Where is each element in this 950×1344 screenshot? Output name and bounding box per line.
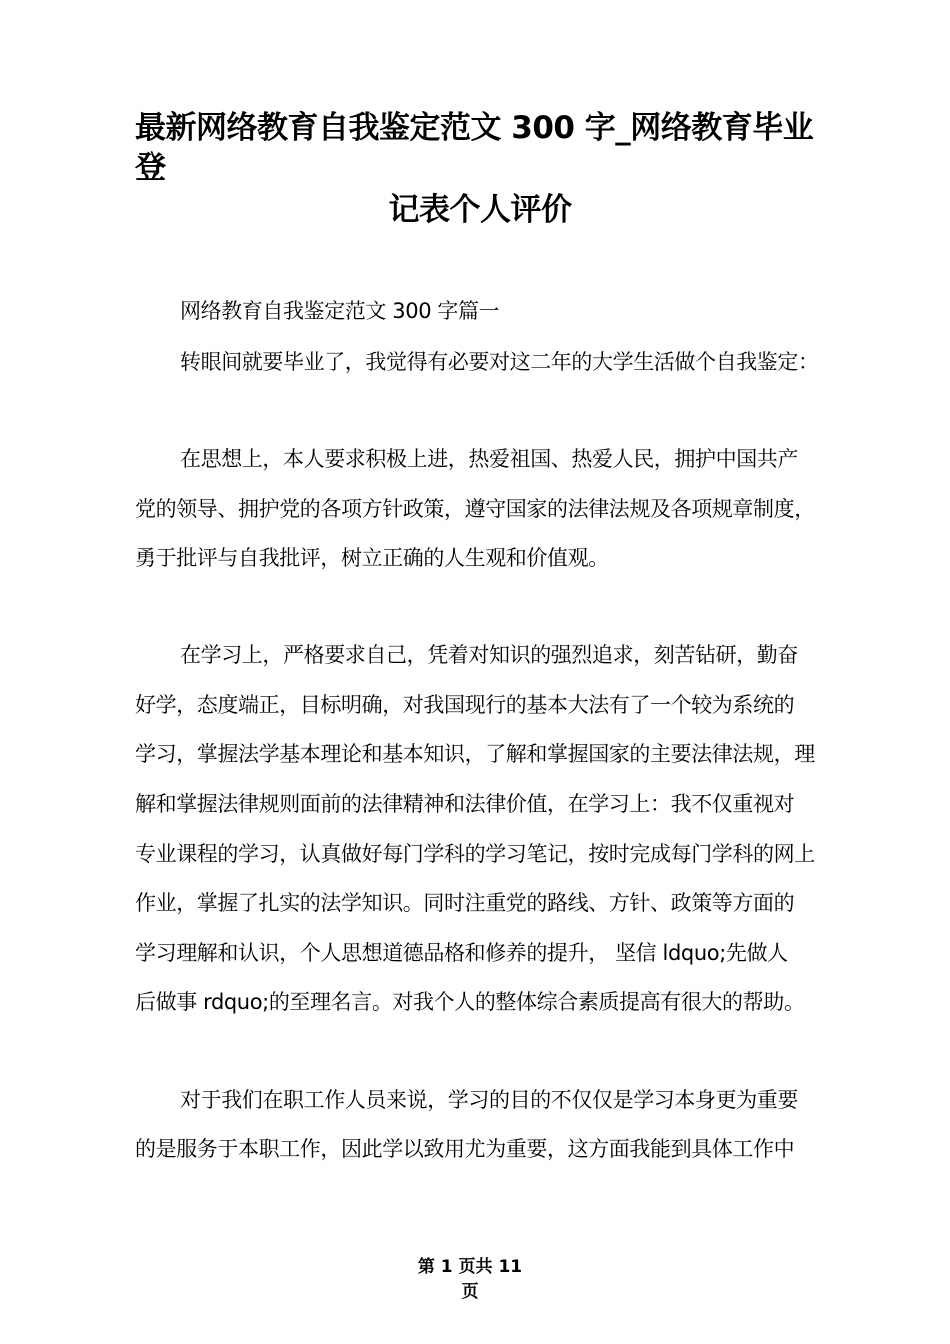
paragraph-2-line: 后做事 rdquo;的至理名言。对我个人的整体综合素质提高有很大的帮助。 (135, 990, 805, 1014)
intro-text: 转眼间就要毕业了，我觉得有必要对这二年的大学生活做个自我鉴定： (180, 350, 819, 374)
paragraph-3-line: 对于我们在职工作人员来说，学习的目的不仅仅是学习本身更为重要 (180, 1088, 798, 1112)
paragraph-1-line: 勇于批评与自我批评，树立正确的人生观和价值观。 (135, 546, 609, 570)
document-title-line-1: 最新网络教育自我鉴定范文 300 字_网络教育毕业登 (135, 110, 814, 186)
paragraph-1-line: 在思想上，本人要求积极上进，热爱祖国、热爱人民，拥护中国共产 (180, 447, 798, 471)
paragraph-2-line: 学习理解和认识，个人思想道德品格和修养的提升， 坚信 ldquo;先做人 (135, 941, 788, 965)
paragraph-3-line: 的是服务于本职工作，因此学以致用尤为重要，这方面我能到具体工作中 (135, 1137, 795, 1161)
section-heading: 网络教育自我鉴定范文 300 字篇一 (180, 299, 500, 323)
paragraph-2-line: 解和掌握法律规则面前的法律精神和法律价值，在学习上：我不仅重视对 (135, 792, 795, 816)
page-number-line-1: 第 1 页共 11 (417, 1257, 523, 1277)
paragraph-1-line: 党的领导、拥护党的各项方针政策，遵守国家的法律法规及各项规章制度， (135, 497, 815, 521)
page-number-footer (0, 1255, 950, 1279)
document-title-line-2: 记表个人评价 (388, 192, 572, 228)
page-number-line-2: 页 (461, 1282, 479, 1302)
page-number-footer-continued (0, 1280, 950, 1304)
paragraph-2-line: 专业课程的学习，认真做好每门学科的学习笔记，按时完成每门学科的网上 (135, 842, 815, 866)
paragraph-2-line: 在学习上，严格要求自己，凭着对知识的强烈追求，刻苦钻研，勤奋 (180, 643, 798, 667)
paragraph-2-line: 作业，掌握了扎实的法学知识。同时注重党的路线、方针、政策等方面的 (135, 891, 795, 915)
paragraph-2-line: 学习，掌握法学基本理论和基本知识，了解和掌握国家的主要法律法规，理 (135, 742, 815, 766)
paragraph-2-line: 好学，态度端正，目标明确，对我国现行的基本大法有了一个较为系统的 (135, 693, 795, 717)
